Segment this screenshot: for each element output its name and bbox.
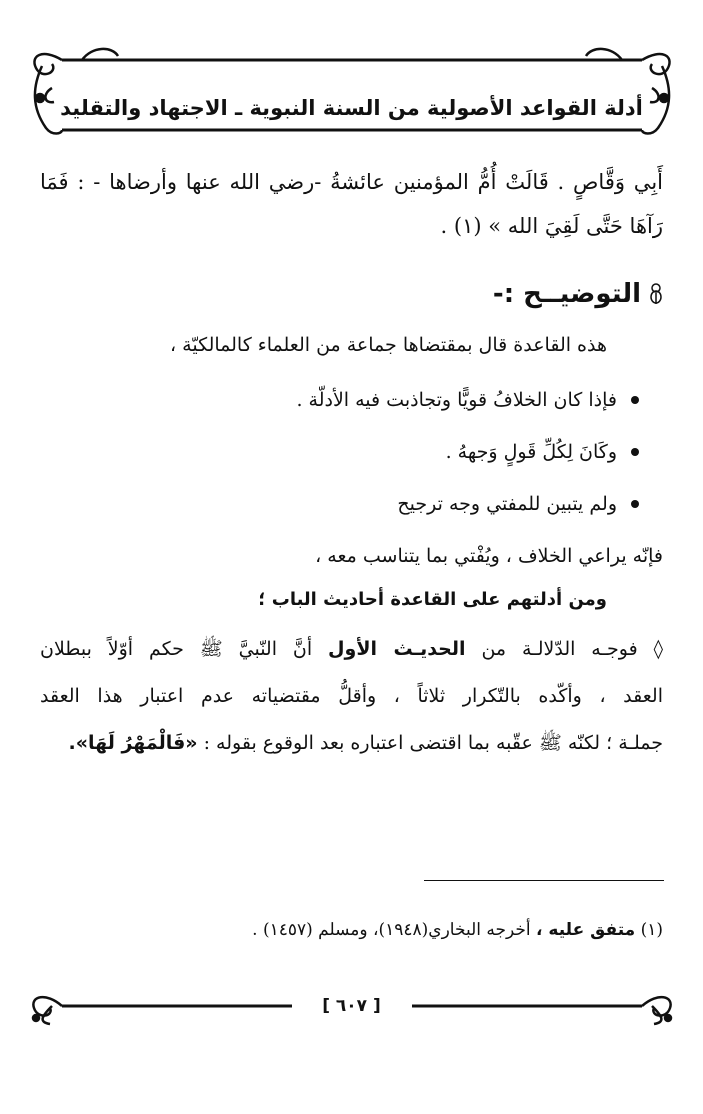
page-body [40,160,663,767]
list-item [40,374,639,426]
quoted-ruling: «فَالْمَهْرُ لَهَا». [68,732,198,754]
intro-line-2: رَآهَا حَتَّى لَقِيَ الله » (١) . [440,214,663,238]
evidence-line-1-post: أنَّ النّبيَّ ﷺ حكم أوّلاً ببطلان [40,638,313,660]
section-heading [40,274,663,314]
section-heading-text: التوضيــح :- [492,279,641,309]
section-intro-text: هذه القاعدة قال بمقتضاها جماعة من العلماء كالمالكيّة ، [169,334,607,356]
running-header-title: أدلة القواعد الأصولية من السنة النبوية ـ الاجتهاد والتقليد [60,96,643,120]
list-item [40,426,639,478]
list-item-text: فإذا كان الخلافُ قويًّا وتجاذبت فيه الأدلّة . [296,389,617,411]
evidence-lead: ومن أدلتهم على القاعدة أحاديث الباب ؛ [258,589,607,610]
intro-line-1: أَبِي وَقَّاصٍ . قَالَتْ أُمُّ المؤمنين عائشةُ -رضي الله عنها وأرضاها - : فَمَا [40,170,663,194]
footnote-text: أخرجه البخاري(١٩٤٨)، ومسلم (١٤٥٧) . [252,920,531,940]
footnote-separator [424,880,664,881]
list-item-text: ولم يتبين للمفتي وجه ترجيح [397,493,617,515]
evidence-paragraph [40,626,663,767]
footnote [43,915,663,945]
conditions-list [40,374,663,530]
list-item-text: وكَانَ لِكُلِّ قَولٍ وَجههُ . [445,441,617,463]
evidence-line-3-pre: جملـة ؛ لكنّه ﷺ عقّبه بما اقتضى اعتباره بعد الوقوع بقوله : [203,732,663,754]
evidence-line-1-pre: فوجـه الدّلالـة من [481,638,638,660]
evidence-line-3 [40,720,663,767]
header-ornament-frame [22,38,682,138]
bullet-dot [631,448,639,456]
evidence-line-1 [40,626,663,673]
after-bullets-text: فإنّه يراعي الخلاف ، ويُفْتي بما يتناسب معه ، [315,545,663,567]
first-hadith-label: الحديـث الأول [328,638,466,660]
page-number: [ ٦٠٧ ] [322,996,381,1016]
footnote-bold: متفق عليه ، [536,920,636,940]
evidence-line-2: العقد ، وأكّده بالتّكرار ثلاثاً ، وأقلُّ مقتضياته عدم اعتبار هذا العقد [40,685,663,707]
decorative-marker-icon [649,282,663,306]
bullet-dot [631,396,639,404]
list-item [40,478,639,530]
bullet-dot [631,500,639,508]
diamond-symbol: ◊ [653,638,663,660]
footnote-marker: (١) [640,920,663,940]
